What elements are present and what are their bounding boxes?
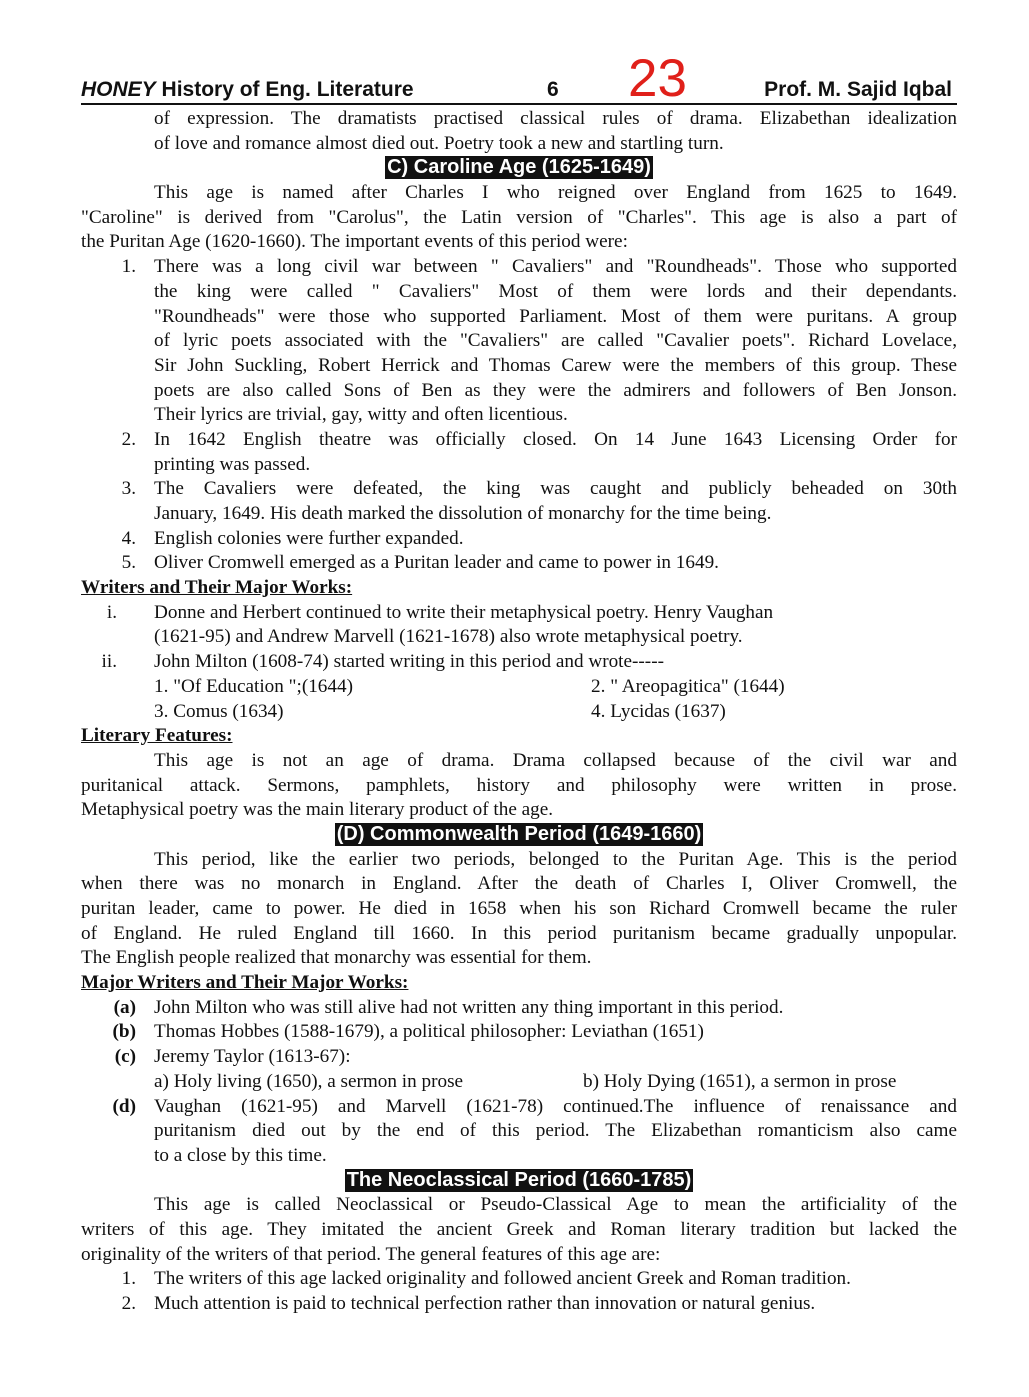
paragraph-line: "Caroline" is derived from "Carolus", the Latin version of "Charles". This age is also a part of [81,206,957,228]
milton-works-row: 1. "Of Education ";(1644) 2. " Areopagitica" (1644) [154,675,785,697]
subheading-major-writers: Major Writers and Their Major Works: [81,972,409,994]
paragraph-line: This period, like the earlier two periods, belonged to the Puritan Age. This is the period [154,848,957,870]
paragraph-line: when there was no monarch in England. After the death of Charles I, Oliver Cromwell, the [81,873,957,895]
list-item-line: to a close by this time. [154,1144,327,1166]
milton-works-row: 3. Comus (1634) 4. Lycidas (1637) [154,700,726,722]
chapter-number: 23 [628,49,687,108]
list-item: (b) Thomas Hobbes (1588-1679), a political philosopher: Leviathan (1651) [112,1021,704,1043]
page-header [81,49,957,108]
paragraph-line: the Puritan Age (1620-1660). The important events of this period were: [81,231,628,253]
intro-line: of expression. The dramatists practised classical rules of drama. Elizabethan idealization [154,108,957,129]
list-item: 1. There was a long civil war between " Cavaliers" and "Roundheads". Those who supported [121,256,957,278]
book-title: HONEY History of Eng. Literature [81,78,414,101]
list-item-line: the king were called " Cavaliers" Most of them were lords and their dependants. [154,280,957,302]
list-item: 4. English colonies were further expanded. [121,527,464,549]
paragraph-line: of England. He ruled England till 1660. In this period puritanism became gradually unpopular. [81,922,957,944]
list-item-line: poets are also called Sons of Ben as they were the admirers and followers of Ben Jonson. [154,379,957,401]
list-item-line: Their lyrics are trivial, gay, witty and often licentious. [154,404,568,426]
paragraph-line: This age is not an age of drama. Drama collapsed because of the civil war and [154,749,957,771]
list-item: (d) Vaughan (1621-95) and Marvell (1621-78) continued.The influence of renaissance and [112,1095,957,1117]
list-item-line: January, 1649. His death marked the dissolution of monarchy for the time being. [154,503,772,524]
list-item: 5. Oliver Cromwell emerged as a Puritan leader and came to power in 1649. [121,552,719,574]
list-item-line: Sir John Suckling, Robert Herrick and Thomas Carew were the members of this group. These [154,354,957,376]
list-item: ii. John Milton (1608-74) started writing in this period and wrote----- [101,651,664,673]
section-heading-neoclassical: The Neoclassical Period (1660-1785) [346,1168,692,1191]
list-item-line: (1621-95) and Andrew Marvell (1621-1678) also wrote metaphysical poetry. [154,626,743,648]
list-item: 2. In 1642 English theatre was officially closed. On 14 June 1643 Licensing Order for [121,428,957,450]
list-item-line: of lyric poets associated with the "Cavaliers" are called "Cavalier poets". Richard Lovelace, [154,330,957,352]
author-name: Prof. M. Sajid Iqbal [764,78,952,101]
list-item-line: "Roundheads" were those who supported Parliament. Most of them were puritans. A group [154,305,957,327]
section-heading-commonwealth: (D) Commonwealth Period (1649-1660) [336,822,702,845]
intro-line: of love and romance almost died out. Poetry took a new and startling turn. [154,132,724,154]
list-item: (a) John Milton who was still alive had not written any thing important in this period. [113,996,784,1018]
paragraph-line: writers of this age. They imitated the ancient Greek and Roman literary tradition but lacked the [81,1218,957,1240]
section-heading-caroline: C) Caroline Age (1625-1649) [387,156,651,179]
events-list [81,255,957,576]
paragraph-line: puritan leader, came to power. He died in 1658 when his son Richard Cromwell became the ruler [81,898,957,919]
paragraph-line: This age is called Neoclassical or Pseudo-Classical Age to mean the artificiality of the [154,1194,957,1216]
subheading-writers: Writers and Their Major Works: [81,577,353,599]
list-item-line: printing was passed. [154,453,311,475]
page-number: 6 [547,78,559,101]
list-item: 3. The Cavaliers were defeated, the king was caught and publicly beheaded on 30th [121,478,957,500]
page-body [81,107,957,1317]
list-item: 1. The writers of this age lacked originality and followed ancient Greek and Roman tradition. [121,1268,851,1290]
list-item: (c) Jeremy Taylor (1613-67): [114,1046,351,1068]
paragraph-line: originality of the writers of that period. The general features of this age are: [81,1243,661,1265]
list-item-line: a) Holy living (1650), a sermon in prose b) Holy Dying (1651), a sermon in prose [154,1070,897,1092]
paragraph-line: puritanical attack. Sermons, pamphlets, history and philosophy were written in prose. [81,774,957,796]
paragraph-line: Metaphysical poetry was the main literary product of the age. [81,799,554,821]
subheading-literary-features: Literary Features: [81,725,233,747]
list-item-line: puritanism died out by the end of this period. The Elizabethan romanticism also came [154,1120,957,1142]
paragraph-line: The English people realized that monarchy was essential for them. [81,947,592,969]
paragraph-line: This age is named after Charles I who reigned over England from 1625 to 1649. [154,182,957,204]
list-item: 2. Much attention is paid to technical perfection rather than innovation or natural genius. [121,1293,816,1314]
list-item: i. Donne and Herbert continued to write their metaphysical poetry. Henry Vaughan [106,601,774,623]
